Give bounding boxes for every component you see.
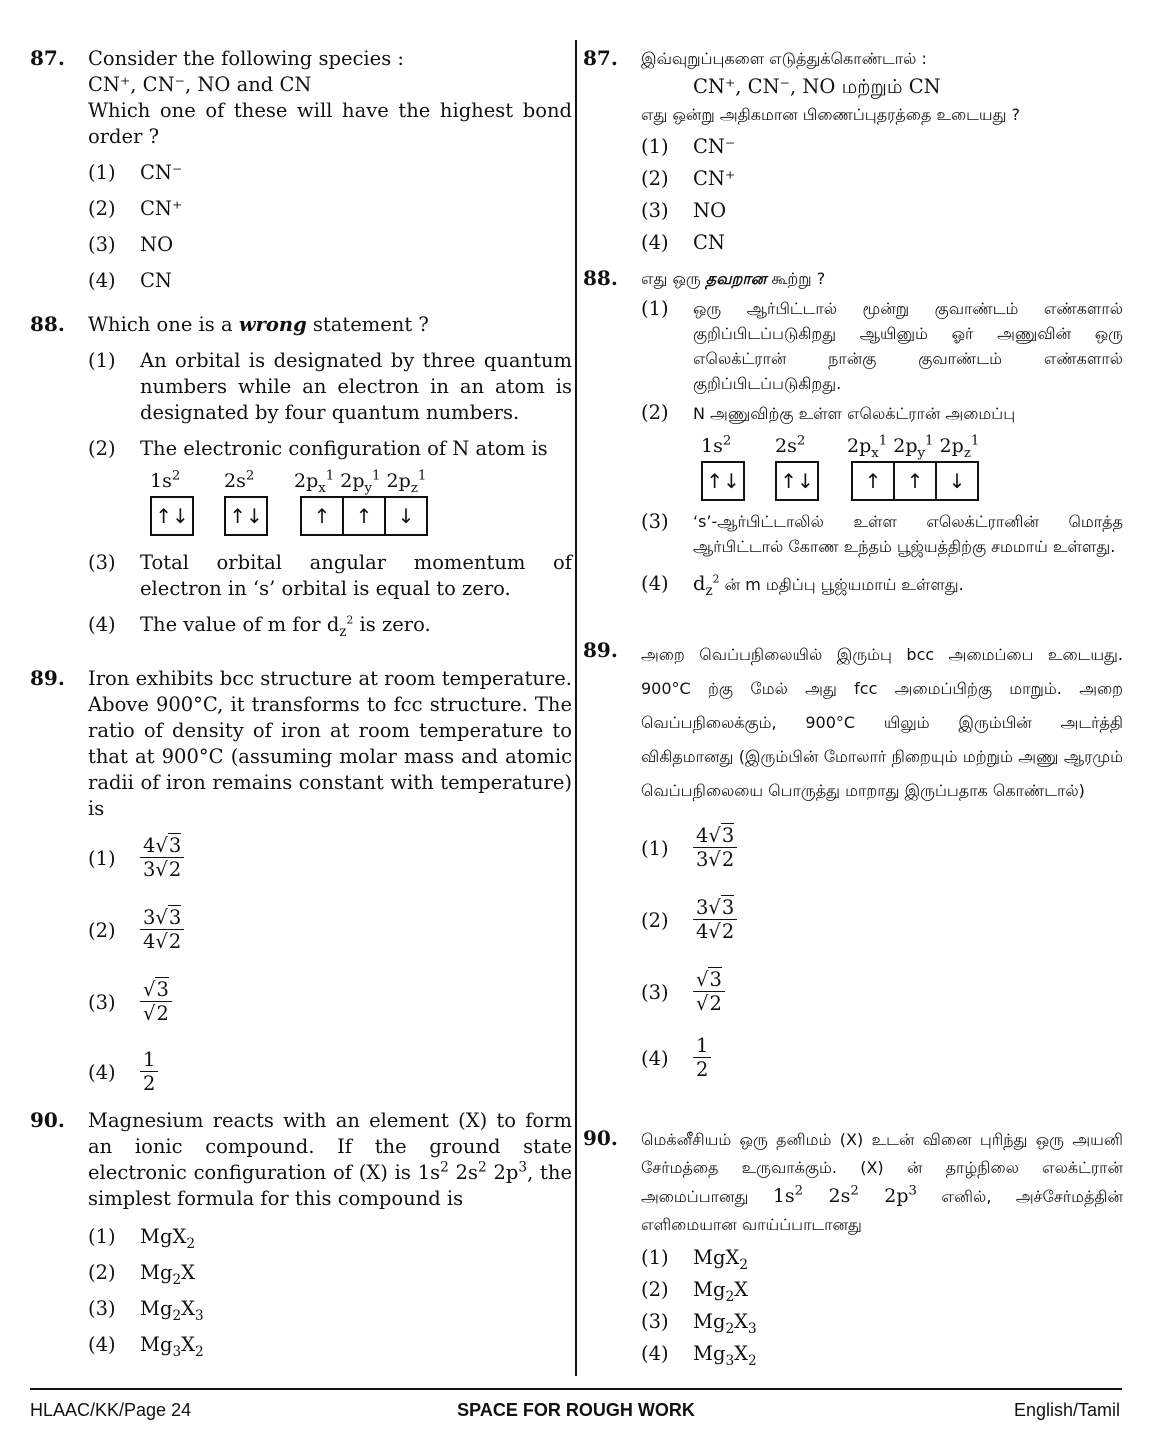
- question-number: 89.: [583, 638, 618, 662]
- box-2p: ↑ ↑ ↓: [300, 496, 428, 536]
- question-90-ta: [583, 1126, 1123, 1367]
- option-3: (3) $Mg_2X_3$: [88, 1297, 204, 1324]
- question-text: Which one is a wrong statement ?: [88, 313, 429, 336]
- option-1: (1) CN⁻: [641, 135, 736, 158]
- n-electron-configuration: [701, 433, 1123, 505]
- option-4: (4) $\frac{1}{2}$: [641, 1032, 1123, 1084]
- option-4: (4) $\frac{1}{2}$: [88, 1046, 572, 1098]
- question-text: எது ஒன்று அதிகமான பிணைப்புதரத்தை உடையது ?: [641, 105, 1021, 124]
- species-list: CN⁺, CN⁻, NO and CN: [88, 73, 312, 96]
- option-2: (2) $\frac{3√3}{4√2}$: [641, 894, 1123, 946]
- option-3: (3) $\frac{√3}{√2}$: [641, 966, 1123, 1018]
- label-2p: $2p_x^1$ $2p_y^1$ $2p_z^1$: [847, 433, 980, 461]
- option-4: (4) CN: [641, 231, 725, 254]
- box-2p: ↑ ↑ ↓: [851, 461, 979, 501]
- option-4: (4) The value of m for $d_z^2$ is zero.: [88, 613, 431, 640]
- species-list: CN⁺, CN⁻, NO மற்றும் CN: [693, 75, 941, 98]
- question-text: அறை வெப்பநிலையில் இரும்பு bcc அமைப்பை உடையது. 900°C ற்கு மேல் அது fcc அமைப்பிற்கு மாறும். அறை வெப்பநிலைக்கும், 900°C யிலும் இரும்பின் அடர்த்தி விகிதமானது (இரும்பின் மோலார் நிறையும் மற்றும் அணு ஆரமும் வெப்பநிலையை பொருத்து மாறாது இருப்பதாக கொண்டால்): [641, 645, 1123, 800]
- option-2: (2) The electronic configuration of N atom is: [88, 437, 548, 460]
- question-88-ta: [583, 266, 1123, 598]
- option-3: (3) $Mg_2X_3$: [641, 1310, 757, 1337]
- option-3: (3) NO: [641, 199, 727, 222]
- option-3: (3) Total orbital angular momentum of electron in ‘s’ orbital is equal to zero.: [88, 551, 572, 600]
- question-number: 88.: [583, 266, 618, 290]
- question-number: 87.: [30, 46, 65, 70]
- option-1: (1) $\frac{4√3}{3√2}$: [88, 832, 572, 884]
- column-divider: [575, 40, 577, 1376]
- option-3: (3) ‘s’-ஆர்பிட்டாலில் உள்ள எலெக்ட்ரானின் மொத்த ஆர்பிட்டால் கோண உந்தம் பூஜ்யத்திற்கு சமமாய் உள்ளது.: [641, 510, 1123, 556]
- box-1s: ↑↓: [701, 461, 745, 501]
- question-number: 90.: [30, 1108, 65, 1132]
- question-text: எது ஒரு தவறான கூற்று ?: [641, 269, 826, 288]
- option-2: (2) $\frac{3√3}{4√2}$: [88, 904, 572, 956]
- option-2: (2) CN⁺: [88, 197, 183, 220]
- label-1s2: $1s^2$: [701, 433, 732, 457]
- label-2p: $2p_x^1$ $2p_y^1$ $2p_z^1$: [294, 468, 427, 496]
- question-text: Magnesium reacts with an element (X) to form an ionic compound. If the ground state electronic configuration of (X) is $1s^2$ $2s^2$ $2p^3$, the simplest formula for this compound is: [88, 1109, 572, 1210]
- rough-work-label: SPACE FOR ROUGH WORK: [457, 1400, 695, 1420]
- box-2s: ↑↓: [775, 461, 819, 501]
- question-text: Which one of these will have the highest bond order ?: [88, 99, 572, 148]
- option-2: (2) $Mg_2X$: [88, 1261, 196, 1288]
- option-2: (2) CN⁺: [641, 167, 736, 190]
- option-1: (1) MgX$_2$: [88, 1225, 196, 1252]
- option-4: (4) $Mg_3X_2$: [641, 1342, 757, 1369]
- footer-rule: [30, 1388, 1122, 1390]
- question-intro: இவ்வுறுப்புகளை எடுத்துக்கொண்டால் :: [641, 49, 927, 68]
- option-3: (3) NO: [88, 233, 174, 256]
- question-89-ta: [583, 638, 1123, 1084]
- question-88-en: [30, 312, 572, 638]
- page-code: HLAAC/KK/Page 24: [30, 1400, 192, 1420]
- option-1: (1) CN⁻: [88, 161, 183, 184]
- option-4: (4) $Mg_3X_2$: [88, 1333, 204, 1360]
- option-1: (1) ஒரு ஆர்பிட்டால் மூன்று குவாண்டம் எண்களால் குறிப்பிடப்படுகிறது ஆயினும் ஓர் அணுவின் ஒரு எலெக்ட்ரான் நான்கு குவாண்டம் எண்களால் குறிப்பிடப்படுகிறது.: [641, 297, 1123, 393]
- language-label: English/Tamil: [1013, 1400, 1120, 1420]
- n-electron-configuration: [150, 468, 572, 540]
- option-1: (1) An orbital is designated by three quantum numbers while an electron in an atom is designated by four quantum numbers.: [88, 349, 572, 424]
- question-number: 87.: [583, 46, 618, 70]
- label-2s2: $2s^2$: [224, 468, 255, 492]
- box-2s: ↑↓: [224, 496, 268, 536]
- question-89-en: [30, 666, 572, 1098]
- question-number: 89.: [30, 666, 65, 690]
- question-87-en: [30, 46, 572, 294]
- box-1s: ↑↓: [150, 496, 194, 536]
- option-1: (1) MgX$_2$: [641, 1246, 749, 1273]
- question-number: 88.: [30, 312, 65, 336]
- label-2s2: $2s^2$: [775, 433, 806, 457]
- option-2: (2) N அணுவிற்கு உள்ள எலெக்ட்ரான் அமைப்பு: [641, 401, 1016, 424]
- question-text: மெக்னீசியம் ஒரு தனிமம் (X) உடன் வினை புரிந்து ஒரு அயனி சேர்மத்தை உருவாக்கும். (X) ன் தாழ்நிலை எலக்ட்ரான் அமைப்பானது $1s^2$ $2s^2$ $2p^3$ எனில், அச்சேர்மத்தின் எளிமையான வாய்ப்பாடானது: [641, 1130, 1123, 1234]
- option-2: (2) $Mg_2X$: [641, 1278, 749, 1305]
- question-number: 90.: [583, 1126, 618, 1150]
- option-1: (1) $\frac{4√3}{3√2}$: [641, 822, 1123, 874]
- question-intro: Consider the following species :: [88, 47, 404, 70]
- option-4: (4) $d_z^2$ ன் m மதிப்பு பூஜ்யமாய் உள்ளது.: [641, 572, 964, 599]
- question-text: Iron exhibits bcc structure at room temperature. Above 900°C, it transforms to fcc structure. The ratio of density of iron at room temperature to that at 900°C (assuming molar mass and atomic radii of iron remains constant with temperature) is: [88, 667, 572, 820]
- question-87-ta: [583, 46, 1123, 256]
- question-90-en: [30, 1108, 572, 1358]
- option-3: (3) $\frac{√3}{√2}$: [88, 976, 572, 1028]
- label-1s2: $1s^2$: [150, 468, 181, 492]
- option-4: (4) CN: [88, 269, 172, 292]
